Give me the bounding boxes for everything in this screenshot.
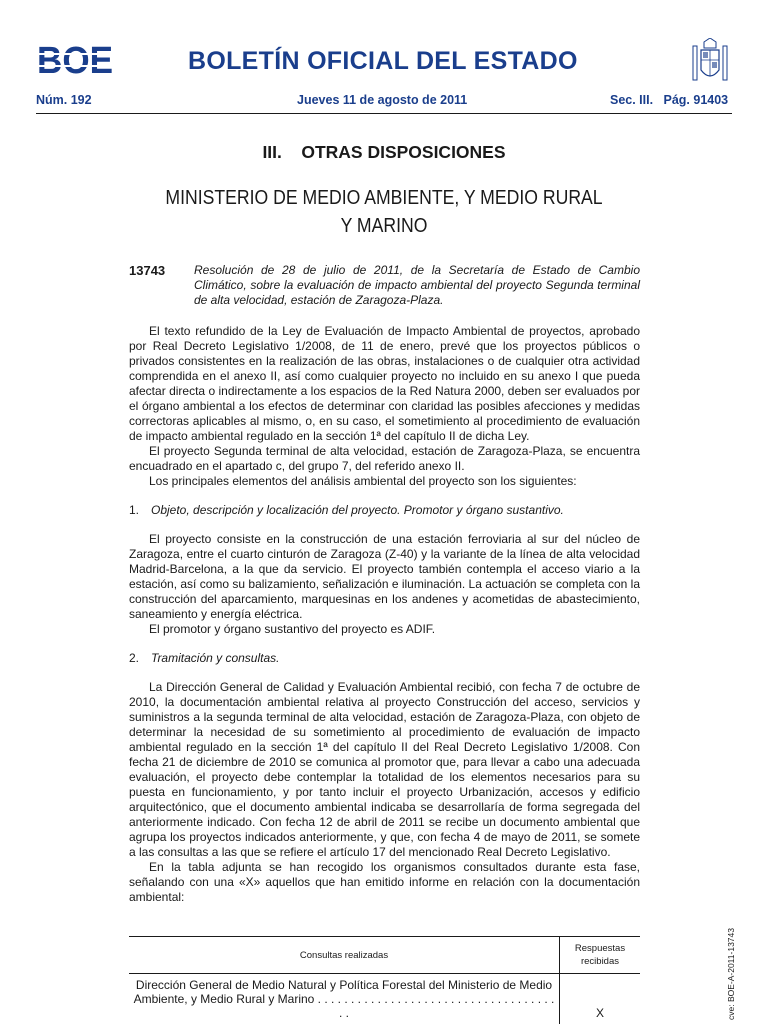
publication-title: BOLETÍN OFICIAL DEL ESTADO bbox=[188, 47, 578, 75]
body-paragraph: La Dirección General de Calidad y Evaluación Ambiental recibió, con fecha 7 de octubre de 2010, la documentación ambiental relativa al proyecto Construcción del acceso, servicios y suministros a la segunda terminal de alta velocidad, estación de Zaragoza-Plaza, con objeto de determinar la necesidad de su sometimiento al procedimiento de evaluación de impacto ambiental regulado en la sección 1ª del capítulo II del Real Decreto Legislativo 1/2008. Con fecha 21 de diciembre de 2010 se comunica al promotor que, para llevar a cabo una adecuada evaluación, el proyecto debe contemplar la totalidad de los elementos necesarios para su puesta en funcionamiento, y por tanto incluir el proyecto Urbanización, accesos y edificio arquitectónico, que el documento ambiental indicaba se desarrollaría de forma segregada del anteriormente indicado. Con fecha 12 de abril de 2011 se recibe un documento ambiental que agrupa los proyectos indicados anteriormente, y que, con fecha 4 de mayo de 2011, se somete a las consultas a las que se refiere el artículo 17 del mencionado Real Decreto Legislativo. bbox=[129, 680, 640, 859]
body-paragraph: El proyecto consiste en la construcción de una estación ferroviaria al sur del núcleo de Zaragoza, entre el cuarto cinturón de Zaragoza (Z-40) y la variante de la línea de alta velocidad Madrid-Barcelona, a la que da servicio. El proyecto también contempla el acceso viario a la estación, así como su balizamiento, señalización e iluminación. La actuación se completa con la construcción del aparcamiento, marquesinas en los andenes y acometidas de abastecimiento, saneamiento y energía eléctrica. bbox=[129, 532, 640, 621]
section-1-title: Objeto, descripción y localización del proyecto. Promotor y órgano sustantivo. bbox=[151, 503, 564, 517]
ministry-line: MINISTERIO DE MEDIO AMBIENTE, Y MEDIO RURAL bbox=[165, 186, 603, 209]
issue-date: Jueves 11 de agosto de 2011 bbox=[297, 93, 468, 107]
section-page: Sec. III. Pág. 91403 bbox=[610, 93, 729, 107]
section-2-heading bbox=[129, 651, 640, 666]
section-2-title: Tramitación y consultas. bbox=[151, 651, 280, 665]
body-paragraph: El texto refundido de la Ley de Evaluación de Impacto Ambiental de proyectos, aprobado por Real Decreto Legislativo 1/2008, de 11 de enero, prevé que los proyectos públicos o privados consistentes en la realización de las obras, instalaciones o de cualquier otra actividad comprendida en el anexo II, así como cualquier proyecto no incluido en su anexo I que pueda afectar directa o indirectamente a los espacios de la Red Natura 2000, deben ser evaluados por el órgano ambiental a los efectos de determinar con claridad las posibles afecciones y medidas correctoras aplicables al mismo, o, en su caso, el sometimiento al procedimiento de evaluación de impacto ambiental regulado en la sección 1ª del capítulo II de dicha Ley. bbox=[129, 324, 640, 443]
resolution-title: Resolución de 28 de julio de 2011, de la Secretaría de Estado de Cambio Climático, sobre la evaluación de impacto ambiental del proyecto Segunda terminal de alta velocidad, estación de Zaragoza-Plaza. bbox=[194, 263, 640, 307]
section-heading: III. OTRAS DISPOSICIONES bbox=[262, 142, 506, 162]
cve-code: cve: BOE-A-2011-13743 bbox=[726, 928, 736, 1020]
disposition-number: 13743 bbox=[129, 263, 166, 278]
ministry-line: Y MARINO bbox=[340, 214, 428, 237]
body-paragraph: En la tabla adjunta se han recogido los organismos consultados durante esta fase, señalando con una «X» aquellos que han emitido informe en relación con la documentación ambiental: bbox=[129, 860, 640, 904]
body-paragraph: El promotor y órgano sustantivo del proyecto es ADIF. bbox=[149, 622, 436, 636]
header-rule bbox=[36, 113, 732, 114]
body-paragraph: El proyecto Segunda terminal de alta velocidad, estación de Zaragoza-Plaza, se encuentra encuadrado en el apartado c, del grupo 7, del referido anexo II. bbox=[129, 444, 640, 473]
document-body bbox=[129, 324, 640, 905]
table-cell-response: X bbox=[595, 1006, 604, 1020]
coat-of-arms-icon bbox=[690, 38, 730, 84]
section-1-heading bbox=[129, 503, 640, 518]
issue-number: Núm. 192 bbox=[36, 93, 92, 107]
consultations-table bbox=[129, 936, 640, 1024]
table-cell-entity: Dirección General de Medio Natural y Política Forestal del Ministerio de Medio Ambiente, y Medio Rural y Marino . . . . . . . . . . . . . . . . . . . . . . . . . . . . . . . . . . . . . . bbox=[129, 974, 560, 1024]
boe-logo bbox=[36, 42, 114, 78]
body-paragraph: Los principales elementos del análisis ambiental del proyecto son los siguientes: bbox=[149, 474, 577, 488]
ministry-heading bbox=[157, 184, 611, 240]
table-header-consultations: Consultas realizadas bbox=[129, 937, 560, 974]
table-header-responses: Respuestas recibidas bbox=[560, 937, 641, 974]
section-1-number: 1. bbox=[129, 503, 140, 517]
section-2-number: 2. bbox=[129, 651, 140, 665]
boe-logo-text: BOE bbox=[37, 42, 113, 78]
table-row bbox=[129, 974, 640, 1024]
